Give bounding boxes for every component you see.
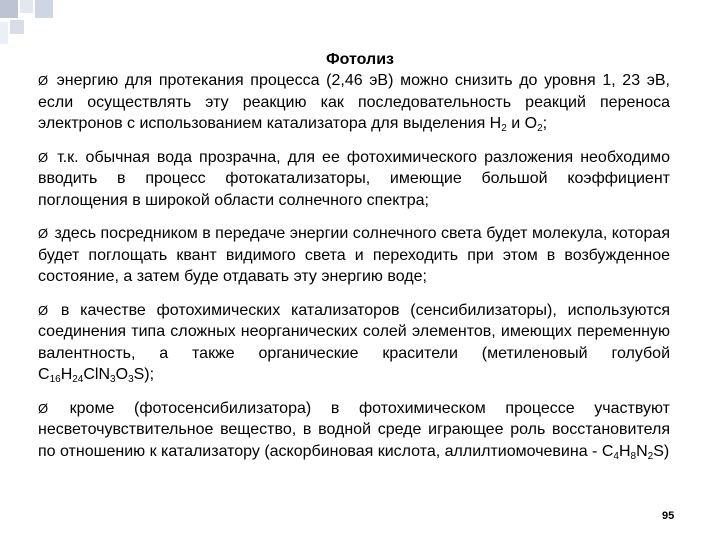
bullet-marker-icon: Ø: [38, 302, 49, 318]
bullet-item: [38, 300, 670, 386]
bullet-text: S): [653, 442, 670, 460]
decorative-squares: [0, 0, 60, 50]
slide-title: Фотолиз: [326, 51, 394, 68]
bullet-list: [38, 70, 670, 474]
subscript: 8: [630, 450, 637, 462]
subscript: 2: [537, 123, 543, 134]
decor-square: [35, 0, 53, 18]
decor-square: [0, 22, 8, 44]
bullet-item: [38, 223, 670, 288]
subscript: 16: [49, 374, 61, 385]
subscript: 24: [72, 374, 84, 385]
decor-square: [0, 0, 18, 18]
bullet-text: здесь посредником в передаче энергии солнечного света будет молекула, которая будет поглощать квант видимого света и переходить при этом в возбужденное состояние, а затем буде отдавать эту энергию воде;: [38, 225, 670, 285]
bullet-text: S);: [133, 366, 155, 383]
decor-square: [20, 0, 33, 13]
bullet-item: [38, 398, 670, 463]
subscript: 4: [613, 450, 619, 462]
bullet-marker-icon: Ø: [38, 149, 49, 165]
bullet-text: Н: [60, 366, 73, 383]
bullet-item: [38, 70, 670, 135]
decor-square: [10, 20, 24, 34]
subscript: 2: [501, 123, 507, 134]
bullet-text: ClN: [83, 366, 111, 383]
bullet-text: т.к. обычная вода прозрачна, для ее фотохимического разложения необходимо вводить в процесс фотокатализаторы, имеющие большой коэффициент поглощения в широкой области солнечного спектра;: [38, 148, 670, 209]
subscript: 3: [110, 374, 116, 385]
page-number: 95: [662, 510, 675, 522]
bullet-text: и О: [506, 115, 538, 132]
bullet-text: N: [636, 442, 648, 460]
bullet-text: O: [115, 366, 129, 383]
bullet-text: ;: [542, 115, 548, 132]
bullet-marker-icon: Ø: [38, 400, 49, 416]
bullet-item: [38, 147, 670, 212]
bullet-text: Н: [618, 442, 631, 460]
bullet-text: в качестве фотохимических катализаторов (сенсибилизаторы), используются соединения типа сложных неорганических солей элементов, имеющих переменную валентность, а также органические красители (метиленовый голубой С: [38, 301, 670, 383]
subscript: 3: [128, 374, 134, 385]
bullet-marker-icon: Ø: [38, 226, 49, 241]
bullet-marker-icon: Ø: [38, 73, 49, 88]
bullet-text: кроме (фотосенсибилизатора) в фотохимическом процессе участвуют несветочувствительное вещество, в водной среде играющее роль восстановителя по отношению к катализатору (аскорбиновая кислота, аллилтиомочевина - С: [38, 399, 670, 460]
subscript: 2: [647, 450, 654, 462]
bullet-text: энергию для протекания процесса (2,46 эВ) можно снизить до уровня 1, 23 эВ, если осуществлять эту реакцию как последовательность реакций переноса электронов с использованием катализатора для выделения Н: [38, 72, 670, 132]
